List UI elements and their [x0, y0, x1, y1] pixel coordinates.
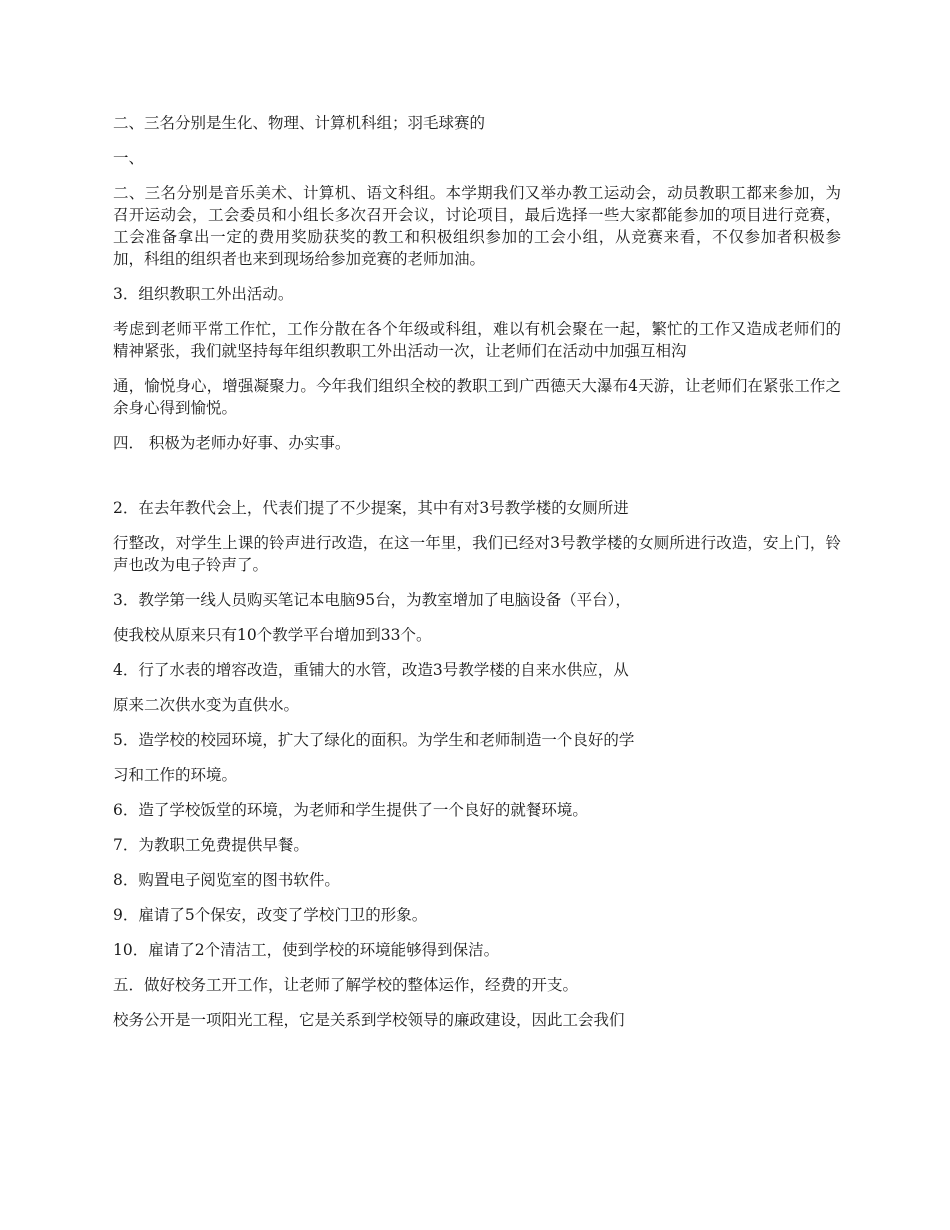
paragraph: 校务公开是一项阳光工程，它是关系到学校领导的廉政建设，因此工会我们: [113, 1011, 625, 1029]
document-body: [113, 112, 841, 1044]
blank-space: [113, 467, 841, 497]
paragraph: 5．造学校的校园环境，扩大了绿化的面积。为学生和老师制造一个良好的学: [113, 731, 635, 749]
paragraph: 6．造了学校饭堂的环境，为老师和学生提供了一个良好的就餐环境。: [113, 801, 588, 819]
paragraph: 通，愉悦身心，增强凝聚力。今年我们组织全校的教职工到广西德天大瀑布4天游，让老师们在紧张工作之余身心得到愉悦。: [113, 377, 841, 417]
paragraph: 二、三名分别是音乐美术、计算机、语文科组。本学期我们又举办教工运动会，动员教职工都来参加，为召开运动会，工会委员和小组长多次召开会议，讨论项目，最后选择一些大家都能参加的项目进行竞赛，工会准备拿出一定的费用奖励获奖的教工和积极组织参加的工会小组，从竞赛来看，不仅参加者积极参加，科组的组织者也来到现场给参加竞赛的老师加油。: [113, 184, 841, 268]
paragraph: 7．为教职工免费提供早餐。: [113, 836, 309, 854]
paragraph: 考虑到老师平常工作忙，工作分散在各个年级或科组，难以有机会聚在一起，繁忙的工作又造成老师们的精神紧张，我们就坚持每年组织教职工外出活动一次，让老师们在活动中加强互相沟: [113, 320, 841, 360]
section-heading: 四． 积极为老师办好事、办实事。: [113, 434, 351, 452]
paragraph: 一、: [113, 149, 145, 167]
paragraph: 8．购置电子阅览室的图书软件。: [113, 871, 340, 889]
paragraph: 10．雇请了2个清洁工，使到学校的环境能够得到保洁。: [113, 941, 500, 959]
paragraph: 习和工作的环境。: [113, 766, 238, 784]
paragraph: 原来二次供水变为直供水。: [113, 696, 300, 714]
paragraph: 3．组织教职工外出活动。: [113, 285, 294, 303]
paragraph: 二、三名分别是生化、物理、计算机科组；羽毛球赛的: [113, 114, 486, 132]
paragraph: 行整改，对学生上课的铃声进行改造，在这一年里，我们已经对3号教学楼的女厕所进行改造，安上门，铃声也改为电子铃声了。: [113, 534, 841, 574]
section-heading: 五．做好校务工开工作，让老师了解学校的整体运作，经费的开支。: [113, 976, 579, 994]
paragraph: 使我校从原来只有10个教学平台增加到33个。: [113, 626, 432, 644]
paragraph: 3．教学第一线人员购买笔记本电脑95台，为教室增加了电脑设备（平台），: [113, 591, 631, 609]
paragraph: 4．行了水表的增容改造，重铺大的水管，改造3号教学楼的自来水供应，从: [113, 661, 629, 679]
paragraph: 2．在去年教代会上，代表们提了不少提案，其中有对3号教学楼的女厕所进: [113, 499, 629, 517]
paragraph: 9．雇请了5个保安，改变了学校门卫的形象。: [113, 906, 428, 924]
